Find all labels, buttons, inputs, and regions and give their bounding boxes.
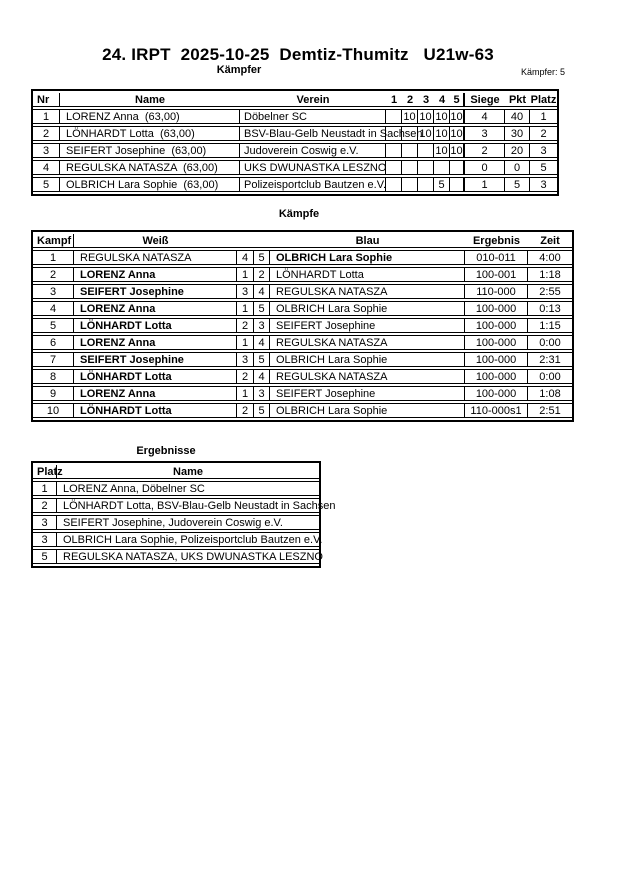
match-zeit: 1:15 xyxy=(528,318,572,333)
col-header-round-2: 2 xyxy=(402,93,418,107)
col-header-round-4: 4 xyxy=(434,93,450,107)
col-header-ergebnis: Ergebnis xyxy=(465,234,528,248)
fighter-round-5: 10 xyxy=(450,126,465,141)
match-blau-name: OLBRICH Lara Sophie xyxy=(270,403,465,418)
fighters-table xyxy=(31,89,559,196)
result-row xyxy=(33,498,319,513)
result-name: LÖNHARDT Lotta, BSV-Blau-Gelb Neustadt in Sachsen xyxy=(57,498,319,513)
match-ergebnis: 010-011 xyxy=(465,250,528,265)
fighter-siege: 4 xyxy=(465,109,505,124)
result-name: LORENZ Anna, Döbelner SC xyxy=(57,481,319,496)
fighter-row xyxy=(33,143,557,158)
fighter-round-1 xyxy=(386,177,402,192)
fighter-siege: 1 xyxy=(465,177,505,192)
matches-header-row xyxy=(33,234,572,248)
match-weiss-nr: 1 xyxy=(237,335,254,350)
match-blau-name: SEIFERT Josephine xyxy=(270,318,465,333)
match-weiss-name: SEIFERT Josephine xyxy=(74,352,237,367)
col-header-zeit: Zeit xyxy=(528,234,572,248)
fighter-round-1 xyxy=(386,109,402,124)
matches-table xyxy=(31,230,574,422)
match-weiss-name: SEIFERT Josephine xyxy=(74,284,237,299)
result-row xyxy=(33,549,319,564)
fighter-name: REGULSKA NATASZA (63,00) xyxy=(60,160,240,175)
match-weiss-nr: 4 xyxy=(237,250,254,265)
fighter-siege: 0 xyxy=(465,160,505,175)
match-ergebnis: 100-000 xyxy=(465,352,528,367)
fighter-platz: 1 xyxy=(530,109,557,124)
col-header-kampf: Kampf xyxy=(33,234,74,248)
match-blau-name: OLBRICH Lara Sophie xyxy=(270,250,465,265)
col-header-name: Name xyxy=(60,93,240,107)
matches-section-title: Kämpfe xyxy=(278,208,320,220)
col-header-pkt: Pkt xyxy=(505,93,530,107)
match-weiss-nr: 2 xyxy=(237,403,254,418)
match-ergebnis: 100-000 xyxy=(465,386,528,401)
fighter-round-2 xyxy=(402,160,418,175)
match-blau-nr: 3 xyxy=(254,318,270,333)
result-name: OLBRICH Lara Sophie, Polizeisportclub Bautzen e.V. xyxy=(57,532,319,547)
fighter-round-5: 10 xyxy=(450,143,465,158)
match-row xyxy=(33,318,572,333)
match-ergebnis: 100-001 xyxy=(465,267,528,282)
fighter-siege: 2 xyxy=(465,143,505,158)
fighter-round-2: 10 xyxy=(402,109,418,124)
match-ergebnis: 100-000 xyxy=(465,318,528,333)
match-kampf: 6 xyxy=(33,335,74,350)
match-weiss-nr: 1 xyxy=(237,386,254,401)
fighter-round-4: 5 xyxy=(434,177,450,192)
match-blau-name: REGULSKA NATASZA xyxy=(270,335,465,350)
result-row xyxy=(33,515,319,530)
fighter-round-5 xyxy=(450,177,465,192)
fighter-verein: Polizeisportclub Bautzen e.V. xyxy=(240,177,386,192)
fighter-platz: 3 xyxy=(530,177,557,192)
col-header-fighter-numbers xyxy=(237,234,270,248)
fighter-row xyxy=(33,177,557,192)
match-blau-nr: 4 xyxy=(254,284,270,299)
fighter-pkt: 0 xyxy=(505,160,530,175)
fighter-round-4: 10 xyxy=(434,109,450,124)
fighter-nr: 2 xyxy=(33,126,60,141)
match-row xyxy=(33,284,572,299)
match-blau-name: SEIFERT Josephine xyxy=(270,386,465,401)
fighter-name: LORENZ Anna (63,00) xyxy=(60,109,240,124)
fighter-siege: 3 xyxy=(465,126,505,141)
col-header-round-1: 1 xyxy=(386,93,402,107)
match-kampf: 10 xyxy=(33,403,74,418)
match-weiss-nr: 1 xyxy=(237,301,254,316)
match-ergebnis: 100-000 xyxy=(465,335,528,350)
match-blau-name: REGULSKA NATASZA xyxy=(270,284,465,299)
match-row xyxy=(33,386,572,401)
match-row xyxy=(33,352,572,367)
match-ergebnis: 110-000s1 xyxy=(465,403,528,418)
fighter-round-5 xyxy=(450,160,465,175)
match-weiss-nr: 2 xyxy=(237,318,254,333)
match-row xyxy=(33,335,572,350)
match-blau-nr: 5 xyxy=(254,403,270,418)
fighter-round-4 xyxy=(434,160,450,175)
fighter-verein: UKS DWUNASTKA LESZNO xyxy=(240,160,386,175)
results-table xyxy=(31,461,336,568)
col-header-blau: Blau xyxy=(270,234,465,248)
match-ergebnis: 110-000 xyxy=(465,284,528,299)
fighter-verein: BSV-Blau-Gelb Neustadt in Sachsen xyxy=(240,126,386,141)
match-weiss-name: LORENZ Anna xyxy=(74,386,237,401)
match-weiss-name: LÖNHARDT Lotta xyxy=(74,403,237,418)
fighters-section-title: Kämpfer xyxy=(216,64,262,76)
match-weiss-name: LORENZ Anna xyxy=(74,267,237,282)
match-weiss-name: REGULSKA NATASZA xyxy=(74,250,237,265)
fighter-round-3 xyxy=(418,177,434,192)
match-kampf: 2 xyxy=(33,267,74,282)
col-header-round-3: 3 xyxy=(418,93,434,107)
fighter-pkt: 20 xyxy=(505,143,530,158)
match-weiss-name: LÖNHARDT Lotta xyxy=(74,318,237,333)
result-name: REGULSKA NATASZA, UKS DWUNASTKA LESZNO xyxy=(57,549,319,564)
result-platz: 1 xyxy=(33,481,57,496)
result-platz: 5 xyxy=(33,549,57,564)
fighter-round-2 xyxy=(402,143,418,158)
fighter-round-1 xyxy=(386,160,402,175)
page-title: 24. IRPT 2025-10-25 Demtiz-Thumitz U21w-63 xyxy=(102,45,494,64)
match-kampf: 7 xyxy=(33,352,74,367)
fighter-pkt: 30 xyxy=(505,126,530,141)
col-header-nr: Nr xyxy=(33,93,60,107)
fighter-nr: 4 xyxy=(33,160,60,175)
match-kampf: 3 xyxy=(33,284,74,299)
match-row xyxy=(33,403,572,418)
fighter-pkt: 40 xyxy=(505,109,530,124)
fighters-count-label: Kämpfer: 5 xyxy=(520,67,565,77)
match-blau-nr: 4 xyxy=(254,335,270,350)
match-ergebnis: 100-000 xyxy=(465,301,528,316)
col-header-siege: Siege xyxy=(465,93,505,107)
fighter-round-4: 10 xyxy=(434,143,450,158)
fighter-round-3: 10 xyxy=(418,126,434,141)
col-header-result-name: Name xyxy=(57,465,319,479)
col-header-verein: Verein xyxy=(240,93,386,107)
fighter-row xyxy=(33,109,557,124)
fighter-pkt: 5 xyxy=(505,177,530,192)
match-zeit: 1:08 xyxy=(528,386,572,401)
match-weiss-name: LÖNHARDT Lotta xyxy=(74,369,237,384)
results-section-title: Ergebnisse xyxy=(136,445,196,457)
match-zeit: 1:18 xyxy=(528,267,572,282)
match-kampf: 1 xyxy=(33,250,74,265)
result-platz: 2 xyxy=(33,498,57,513)
fighter-round-1 xyxy=(386,143,402,158)
match-weiss-nr: 3 xyxy=(237,284,254,299)
fighter-round-2 xyxy=(402,177,418,192)
match-zeit: 0:00 xyxy=(528,335,572,350)
match-zeit: 0:13 xyxy=(528,301,572,316)
match-blau-nr: 5 xyxy=(254,352,270,367)
match-zeit: 4:00 xyxy=(528,250,572,265)
fighter-verein: Judoverein Coswig e.V. xyxy=(240,143,386,158)
match-weiss-name: LORENZ Anna xyxy=(74,301,237,316)
match-blau-name: OLBRICH Lara Sophie xyxy=(270,352,465,367)
match-weiss-nr: 1 xyxy=(237,267,254,282)
match-blau-name: OLBRICH Lara Sophie xyxy=(270,301,465,316)
match-zeit: 2:31 xyxy=(528,352,572,367)
fighter-row xyxy=(33,160,557,175)
fighter-round-3 xyxy=(418,160,434,175)
fighter-verein: Döbelner SC xyxy=(240,109,386,124)
fighters-header-row xyxy=(33,93,557,107)
fighter-round-3 xyxy=(418,143,434,158)
match-kampf: 5 xyxy=(33,318,74,333)
match-row xyxy=(33,250,572,265)
col-header-platz: Platz xyxy=(530,93,557,106)
col-header-weiss: Weiß xyxy=(74,234,237,248)
match-blau-nr: 5 xyxy=(254,250,270,265)
match-blau-nr: 3 xyxy=(254,386,270,401)
match-weiss-nr: 2 xyxy=(237,369,254,384)
result-row xyxy=(33,481,319,496)
fighter-platz: 2 xyxy=(530,126,557,141)
match-zeit: 0:00 xyxy=(528,369,572,384)
fighter-nr: 5 xyxy=(33,177,60,192)
match-zeit: 2:51 xyxy=(528,403,572,418)
fighter-name: SEIFERT Josephine (63,00) xyxy=(60,143,240,158)
result-name: SEIFERT Josephine, Judoverein Coswig e.V. xyxy=(57,515,319,530)
match-row xyxy=(33,267,572,282)
match-zeit: 2:55 xyxy=(528,284,572,299)
match-blau-name: LÖNHARDT Lotta xyxy=(270,267,465,282)
match-ergebnis: 100-000 xyxy=(465,369,528,384)
fighter-name: OLBRICH Lara Sophie (63,00) xyxy=(60,177,240,192)
match-row xyxy=(33,301,572,316)
fighter-round-5: 10 xyxy=(450,109,465,124)
match-weiss-nr: 3 xyxy=(237,352,254,367)
col-header-round-5: 5 xyxy=(450,93,465,107)
match-blau-nr: 5 xyxy=(254,301,270,316)
result-row xyxy=(33,532,319,547)
results-header-row xyxy=(33,465,319,479)
fighter-nr: 1 xyxy=(33,109,60,124)
match-kampf: 8 xyxy=(33,369,74,384)
fighter-platz: 5 xyxy=(530,160,557,175)
match-blau-nr: 4 xyxy=(254,369,270,384)
match-row xyxy=(33,369,572,384)
fighter-name: LÖNHARDT Lotta (63,00) xyxy=(60,126,240,141)
fighter-nr: 3 xyxy=(33,143,60,158)
col-header-result-platz: Platz xyxy=(33,465,57,479)
result-platz: 3 xyxy=(33,515,57,530)
fighter-platz: 3 xyxy=(530,143,557,158)
match-blau-nr: 2 xyxy=(254,267,270,282)
match-kampf: 9 xyxy=(33,386,74,401)
result-platz: 3 xyxy=(33,532,57,547)
fighter-row xyxy=(33,126,557,141)
fighter-round-3: 10 xyxy=(418,109,434,124)
match-blau-name: REGULSKA NATASZA xyxy=(270,369,465,384)
match-weiss-name: LORENZ Anna xyxy=(74,335,237,350)
fighter-round-4: 10 xyxy=(434,126,450,141)
match-kampf: 4 xyxy=(33,301,74,316)
